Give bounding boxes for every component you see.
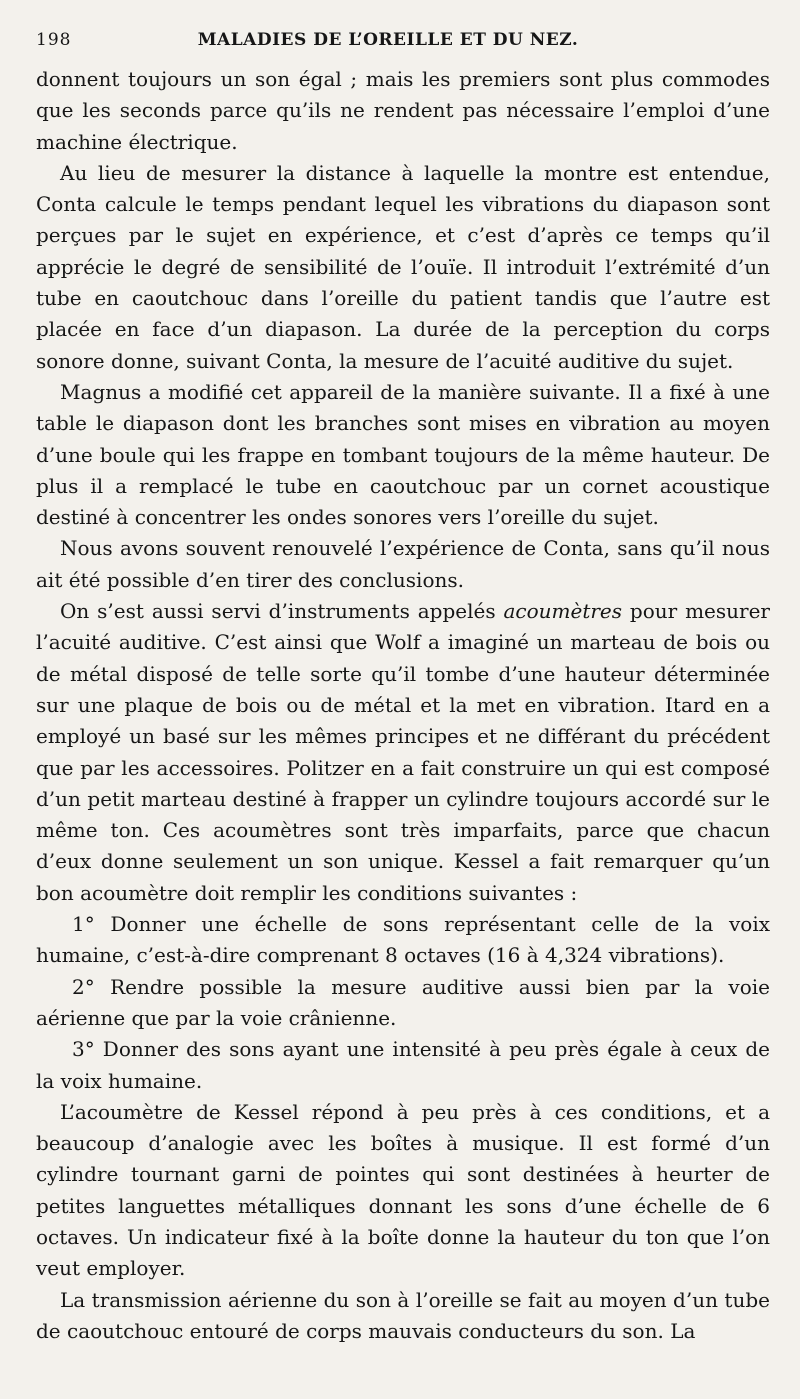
condition-1: 1° Donner une échelle de sons représentant celle de la voix humaine, c’est-à-dire comprenant 8 octaves (16 à 4,324 vibrations). — [36, 912, 770, 968]
paragraph-magnus: Magnus a modifié cet appareil de la manière suivante. Il a fixé à une table le diapason dont les branches sont mises en vibration au moyen d’une boule qui les frappe en tombant toujours de la même hauteur. De plus il a remplacé le tube en caoutchouc par un cornet acoustique destiné à concentrer les ondes sonores vers l’oreille du sujet. — [36, 379, 770, 530]
running-head — [36, 30, 770, 60]
paragraph-experience: Nous avons souvent renouvelé l’expérience de Conta, sans qu’il nous ait été possible d’en tirer des conclusions. — [36, 536, 770, 592]
paragraph-conta: Au lieu de mesurer la distance à laquelle la montre est entendue, Conta calcule le temps pendant lequel les vibrations du diapason sont perçues par le sujet en expérience, et c’est d’après ce temps qu’il apprécie le degré de sensibilité de l’ouïe. Il introduit l’extrémité d’un tube en caoutchouc dans l’oreille du patient tandis que l’autre est placée en face d’un diapason. La durée de la perception du corps sonore donne, suivant Conta, la mesure de l’acuité auditive du sujet. — [36, 160, 770, 373]
paragraph-acoumetres-rest: pour mesurer l’acuité auditive. C’est ainsi que Wolf a imaginé un marteau de bois ou de métal disposé de telle sorte qu’il tombe d’une hauteur déterminée sur une plaque de bois ou de métal et la met en vibration. Itard en a employé un basé sur les mêmes principes et ne différant du précédent que par les accessoires. Politzer en a fait construire un qui est composé d’un petit marteau destiné à frapper un cylindre toujours accordé sur le même ton. Ces acoumètres sont très imparfaits, parce que chacun d’eux donne seulement un son unique. Kessel a fait remarquer qu’un bon acoumètre doit remplir les conditions suivantes : — [36, 599, 770, 905]
paragraph-acoumetres — [36, 596, 770, 909]
paragraph-transmission: La transmission aérienne du son à l’oreille se fait au moyen d’un tube de caoutchouc entouré de corps mauvais conducteurs du son. La — [36, 1287, 770, 1343]
condition-2: 2° Rendre possible la mesure auditive aussi bien par la voie aérienne que par la voie crânienne. — [36, 974, 770, 1030]
term-acoumetres: acoumètres — [503, 599, 623, 624]
condition-3: 3° Donner des sons ayant une intensité à peu près égale à ceux de la voix humaine. — [36, 1037, 770, 1093]
paragraph-acoumetres-start: On s’est aussi servi d’instruments appelés — [60, 599, 504, 624]
paragraph-continuation: donnent toujours un son égal ; mais les premiers sont plus commodes que les seconds parce qu’ils ne rendent pas nécessaire l’emploi d’une machine électrique. — [36, 67, 770, 154]
running-title: MALADIES DE L’OREILLE ET DU NEZ. — [197, 30, 579, 50]
body-text — [36, 64, 770, 1347]
page-number: 198 — [36, 30, 72, 50]
paragraph-kessel: L’acoumètre de Kessel répond à peu près à ces conditions, et a beaucoup d’analogie avec les boîtes à musique. Il est formé d’un cylindre tournant garni de pointes qui sont destinées à heurter de petites languettes métalliques donnant les sons d’une échelle de 6 octaves. Un indicateur fixé à la boîte donne la hauteur du ton que l’on veut employer. — [36, 1099, 770, 1281]
